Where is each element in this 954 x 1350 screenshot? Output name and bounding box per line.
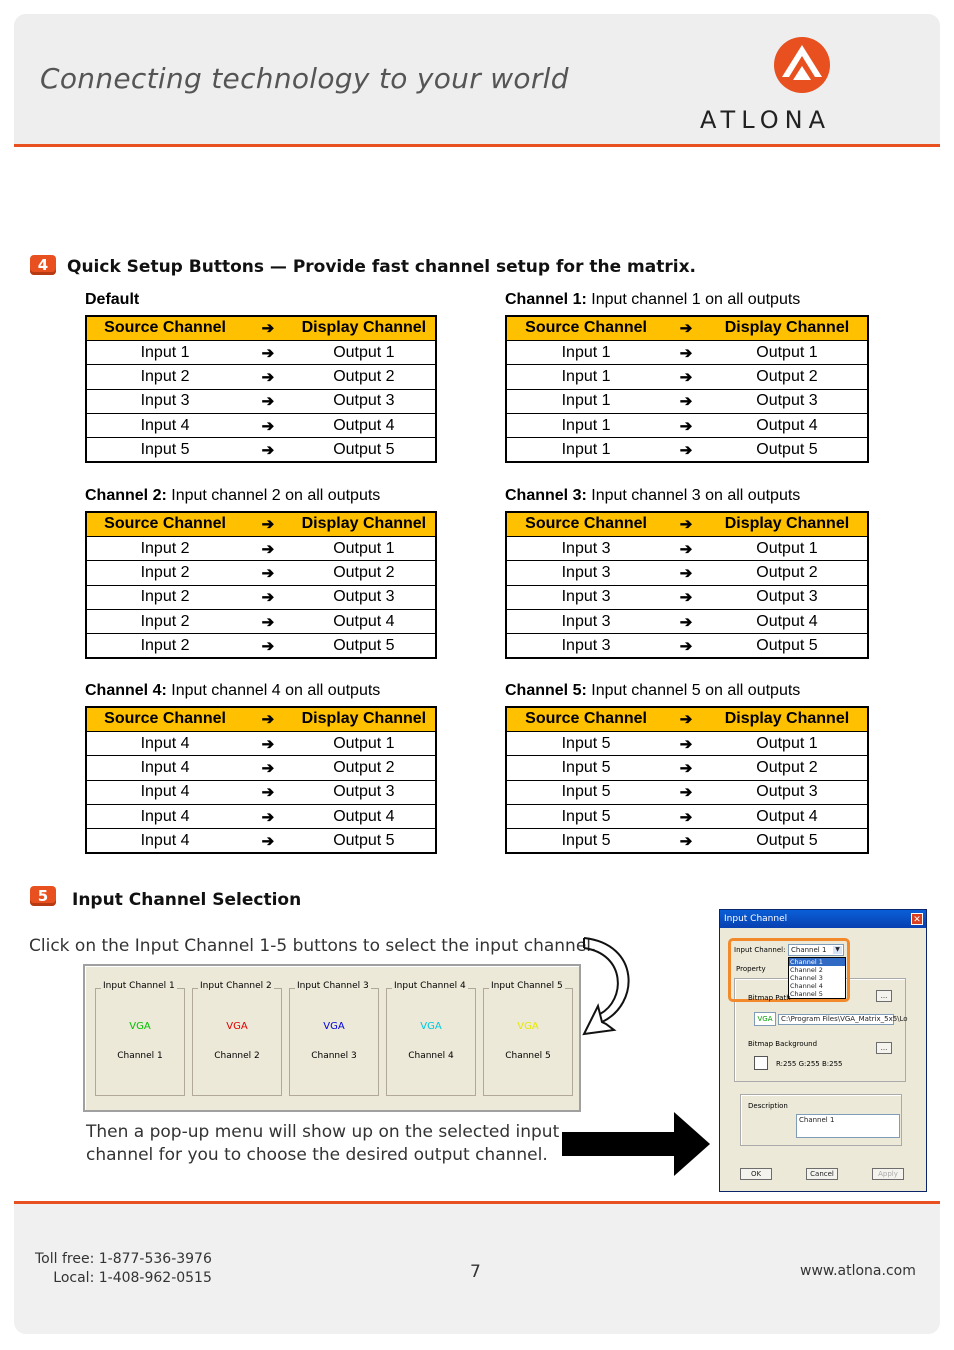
arrow-icon: ➔ [665, 536, 707, 560]
routing-table [505, 706, 869, 854]
input-channel-1-button[interactable] [95, 981, 185, 1096]
apply-button[interactable]: Apply [872, 1168, 904, 1180]
source-cell: Input 1 [506, 438, 665, 462]
source-cell: Input 3 [86, 389, 243, 413]
arrow-icon: ➔ [665, 585, 707, 609]
arrow-icon: ➔ [665, 389, 707, 413]
toll-free-number: Toll free: 1-877-536-3976 [35, 1251, 212, 1267]
arrow-icon: ➔ [243, 536, 293, 560]
table-caption-text: Input channel 3 on all outputs [586, 487, 801, 504]
instruction-text-2 [86, 1121, 559, 1167]
display-cell: Output 5 [707, 438, 868, 462]
input-channel-2-button[interactable] [192, 981, 282, 1096]
table-header-row [506, 316, 868, 340]
arrow-icon: ➔ [243, 756, 293, 780]
dropdown-option[interactable]: Channel 1 [789, 958, 845, 966]
channel-label: Channel 1 [117, 1051, 163, 1061]
group-legend: Input Channel 3 [297, 981, 369, 991]
header-arrow: ➔ [665, 512, 707, 536]
display-cell: Output 4 [707, 610, 868, 634]
routing-table [85, 511, 437, 659]
display-cell: Output 5 [707, 634, 868, 658]
group-legend: Input Channel 5 [491, 981, 563, 991]
channel-label: Channel 4 [408, 1051, 454, 1061]
source-cell: Input 4 [86, 805, 243, 829]
header-arrow: ➔ [665, 707, 707, 731]
display-cell: Output 3 [293, 585, 436, 609]
tagline: Connecting technology to your world [40, 62, 569, 95]
arrow-icon: ➔ [243, 610, 293, 634]
arrow-icon: ➔ [243, 340, 293, 364]
source-cell: Input 1 [86, 340, 243, 364]
dropdown-option[interactable]: Channel 5 [790, 990, 823, 998]
table-row [86, 585, 436, 609]
table-caption [505, 487, 800, 505]
table-row [506, 780, 868, 804]
arrow-icon: ➔ [243, 389, 293, 413]
table-row [506, 829, 868, 853]
vga-preview: VGA [754, 1012, 776, 1026]
section-4-badge: 4 [30, 255, 56, 275]
section-4-title: Quick Setup Buttons — Provide fast channel setup for the matrix. [67, 257, 696, 277]
source-cell: Input 4 [86, 731, 243, 755]
table-row [86, 731, 436, 755]
table-row [86, 365, 436, 389]
arrow-icon: ➔ [243, 805, 293, 829]
display-cell: Output 5 [293, 829, 436, 853]
vga-label: VGA [226, 1021, 248, 1032]
display-cell: Output 1 [707, 536, 868, 560]
display-cell: Output 1 [707, 731, 868, 755]
display-cell: Output 5 [293, 634, 436, 658]
display-cell: Output 2 [293, 561, 436, 585]
table-row [506, 536, 868, 560]
table-row [506, 340, 868, 364]
table-row [86, 340, 436, 364]
table-caption-text: Input channel 1 on all outputs [586, 291, 801, 308]
table-caption-bold: Channel 5: [505, 682, 587, 699]
table-row [86, 805, 436, 829]
header-source: Source Channel [86, 707, 243, 731]
dropdown-option[interactable]: Channel 3 [790, 974, 823, 982]
table-caption [85, 291, 139, 309]
channel-label: Channel 3 [311, 1051, 357, 1061]
local-number: Local: 1-408-962-0515 [53, 1270, 212, 1286]
source-cell: Input 5 [506, 731, 665, 755]
dropdown-option[interactable]: Channel 2 [790, 966, 823, 974]
arrow-icon: ➔ [243, 414, 293, 438]
source-cell: Input 5 [86, 438, 243, 462]
instruction-text-2-line-2: channel for you to choose the desired output channel. [86, 1145, 548, 1165]
arrow-icon: ➔ [243, 365, 293, 389]
source-cell: Input 5 [506, 829, 665, 853]
website-link[interactable]: www.atlona.com [800, 1263, 916, 1279]
dialog-title: Input Channel [724, 914, 788, 924]
arrow-icon: ➔ [665, 805, 707, 829]
routing-table [505, 511, 869, 659]
display-cell: Output 3 [293, 389, 436, 413]
footer-divider [14, 1201, 940, 1204]
arrow-icon: ➔ [243, 731, 293, 755]
source-cell: Input 2 [86, 365, 243, 389]
header-arrow: ➔ [243, 707, 293, 731]
source-cell: Input 3 [506, 536, 665, 560]
source-cell: Input 1 [506, 340, 665, 364]
table-caption [85, 682, 380, 700]
color-picker-button[interactable]: ... [876, 1042, 892, 1054]
footer-phone [35, 1250, 212, 1288]
display-cell: Output 4 [707, 414, 868, 438]
arrow-icon: ➔ [665, 780, 707, 804]
table-row [506, 414, 868, 438]
cancel-button[interactable]: Cancel [806, 1168, 838, 1180]
vga-label: VGA [129, 1021, 151, 1032]
routing-table [505, 315, 869, 463]
vga-label: VGA [420, 1021, 442, 1032]
display-cell: Output 2 [707, 365, 868, 389]
source-cell: Input 2 [86, 561, 243, 585]
source-cell: Input 2 [86, 610, 243, 634]
display-cell: Output 4 [293, 414, 436, 438]
table-caption [505, 291, 800, 309]
table-row [86, 438, 436, 462]
header-display: Display Channel [707, 707, 868, 731]
group-legend: Input Channel 1 [103, 981, 175, 991]
svg-text:ATLONA: ATLONA [700, 106, 831, 134]
section-5-badge: 5 [30, 886, 56, 906]
source-cell: Input 4 [86, 756, 243, 780]
color-swatch[interactable] [754, 1056, 768, 1070]
display-cell: Output 3 [707, 585, 868, 609]
table-caption-bold: Channel 3: [505, 487, 587, 504]
vga-label: VGA [323, 1021, 345, 1032]
source-cell: Input 1 [506, 414, 665, 438]
channel-label: Channel 2 [214, 1051, 260, 1061]
browse-button[interactable]: ... [876, 990, 892, 1002]
input-channel-label: Input Channel: [734, 946, 786, 954]
source-cell: Input 2 [86, 585, 243, 609]
arrow-icon: ➔ [243, 829, 293, 853]
table-header-row [506, 707, 868, 731]
source-cell: Input 3 [506, 634, 665, 658]
header-source: Source Channel [506, 512, 665, 536]
header-display: Display Channel [707, 316, 868, 340]
routing-table [85, 706, 437, 854]
header-arrow: ➔ [243, 512, 293, 536]
table-caption-bold: Default [85, 291, 140, 308]
table-row [86, 756, 436, 780]
rgb-values: R:255 G:255 B:255 [776, 1060, 843, 1068]
table-row [506, 585, 868, 609]
arrow-icon: ➔ [243, 585, 293, 609]
source-cell: Input 5 [506, 780, 665, 804]
chevron-down-icon: ▼ [833, 946, 842, 954]
table-row [506, 731, 868, 755]
table-row [86, 536, 436, 560]
table-header-row [506, 512, 868, 536]
description-field[interactable]: Channel 1 [796, 1114, 900, 1138]
display-cell: Output 1 [707, 340, 868, 364]
table-row [86, 561, 436, 585]
source-cell: Input 3 [506, 585, 665, 609]
arrow-icon: ➔ [665, 340, 707, 364]
source-cell: Input 3 [506, 610, 665, 634]
table-row [86, 610, 436, 634]
display-cell: Output 2 [293, 365, 436, 389]
arrow-icon: ➔ [665, 610, 707, 634]
arrow-icon: ➔ [665, 414, 707, 438]
source-cell: Input 2 [86, 634, 243, 658]
display-cell: Output 5 [707, 829, 868, 853]
right-arrow-icon [562, 1112, 712, 1176]
arrow-icon: ➔ [665, 561, 707, 585]
source-cell: Input 1 [506, 389, 665, 413]
arrow-icon: ➔ [243, 561, 293, 585]
routing-table [85, 315, 437, 463]
table-caption-text: Input channel 2 on all outputs [166, 487, 381, 504]
table-row [86, 829, 436, 853]
page-number: 7 [470, 1262, 481, 1282]
table-row [506, 756, 868, 780]
property-label: Property [736, 965, 766, 973]
display-cell: Output 1 [293, 731, 436, 755]
header-display: Display Channel [293, 512, 436, 536]
atlona-wordmark [700, 106, 920, 134]
highlight-box [728, 938, 850, 1002]
display-cell: Output 1 [293, 536, 436, 560]
arrow-icon: ➔ [665, 731, 707, 755]
source-cell: Input 3 [506, 561, 665, 585]
table-caption-text: Input channel 4 on all outputs [166, 682, 381, 699]
source-cell: Input 4 [86, 780, 243, 804]
input-channel-3-button[interactable] [289, 981, 379, 1096]
group-legend: Input Channel 4 [394, 981, 466, 991]
input-channel-select-value: Channel 1 [791, 946, 827, 954]
table-row [86, 634, 436, 658]
display-cell: Output 3 [707, 389, 868, 413]
header-source: Source Channel [86, 316, 243, 340]
input-channel-4-button[interactable] [386, 981, 476, 1096]
source-cell: Input 2 [86, 536, 243, 560]
table-row [86, 414, 436, 438]
arrow-icon: ➔ [665, 365, 707, 389]
instruction-text-2-line-1: Then a pop-up menu will show up on the selected input [86, 1122, 560, 1142]
curved-arrow-icon [580, 934, 634, 1048]
table-caption-text: Input channel 5 on all outputs [586, 682, 801, 699]
table-caption [85, 487, 380, 505]
source-cell: Input 4 [86, 414, 243, 438]
arrow-icon: ➔ [665, 634, 707, 658]
arrow-icon: ➔ [243, 634, 293, 658]
table-header-row [86, 707, 436, 731]
table-row [86, 389, 436, 413]
table-caption [505, 682, 800, 700]
table-header-row [86, 316, 436, 340]
display-cell: Output 4 [707, 805, 868, 829]
arrow-icon: ➔ [665, 438, 707, 462]
bitmap-path-label: Bitmap Path [748, 994, 791, 1002]
table-row [506, 634, 868, 658]
bitmap-background-label: Bitmap Background [748, 1040, 818, 1048]
display-cell: Output 4 [293, 610, 436, 634]
table-caption-bold: Channel 2: [85, 487, 167, 504]
display-cell: Output 2 [293, 756, 436, 780]
source-cell: Input 5 [506, 805, 665, 829]
group-legend: Input Channel 2 [200, 981, 272, 991]
header-source: Source Channel [506, 707, 665, 731]
table-row [506, 561, 868, 585]
arrow-icon: ➔ [665, 756, 707, 780]
close-icon[interactable]: ✕ [911, 913, 923, 925]
table-row [506, 438, 868, 462]
display-cell: Output 3 [293, 780, 436, 804]
instruction-text-1: Click on the Input Channel 1-5 buttons to select the input channel. [29, 936, 597, 956]
table-caption-bold: Channel 1: [505, 291, 587, 308]
header-arrow: ➔ [665, 316, 707, 340]
display-cell: Output 2 [707, 561, 868, 585]
display-cell: Output 4 [293, 805, 436, 829]
table-row [86, 780, 436, 804]
source-cell: Input 4 [86, 829, 243, 853]
table-row [506, 389, 868, 413]
header-display: Display Channel [293, 316, 436, 340]
arrow-icon: ➔ [243, 780, 293, 804]
header-source: Source Channel [86, 512, 243, 536]
channel-label: Channel 5 [505, 1051, 551, 1061]
table-row [506, 610, 868, 634]
bitmap-path-field[interactable]: C:\Program Files\VGA_Matrix_5x5\Lo [778, 1014, 894, 1025]
dropdown-option[interactable]: Channel 4 [790, 982, 823, 990]
arrow-icon: ➔ [665, 829, 707, 853]
source-cell: Input 5 [506, 756, 665, 780]
header-source: Source Channel [506, 316, 665, 340]
source-cell: Input 1 [506, 365, 665, 389]
input-channel-5-button[interactable] [483, 981, 573, 1096]
arrow-icon: ➔ [243, 438, 293, 462]
atlona-logo-icon [773, 36, 831, 94]
table-row [506, 365, 868, 389]
header-arrow: ➔ [243, 316, 293, 340]
table-row [506, 805, 868, 829]
table-header-row [86, 512, 436, 536]
table-caption-bold: Channel 4: [85, 682, 167, 699]
vga-label: VGA [517, 1021, 539, 1032]
input-channel-dialog [719, 909, 927, 1192]
header-display: Display Channel [293, 707, 436, 731]
section-5-title: Input Channel Selection [72, 890, 302, 910]
header-display: Display Channel [707, 512, 868, 536]
description-label: Description [748, 1102, 788, 1110]
display-cell: Output 1 [293, 340, 436, 364]
dialog-titlebar [720, 910, 926, 928]
display-cell: Output 2 [707, 756, 868, 780]
input-channel-panel [83, 964, 581, 1112]
ok-button[interactable]: OK [740, 1168, 772, 1180]
display-cell: Output 5 [293, 438, 436, 462]
display-cell: Output 3 [707, 780, 868, 804]
